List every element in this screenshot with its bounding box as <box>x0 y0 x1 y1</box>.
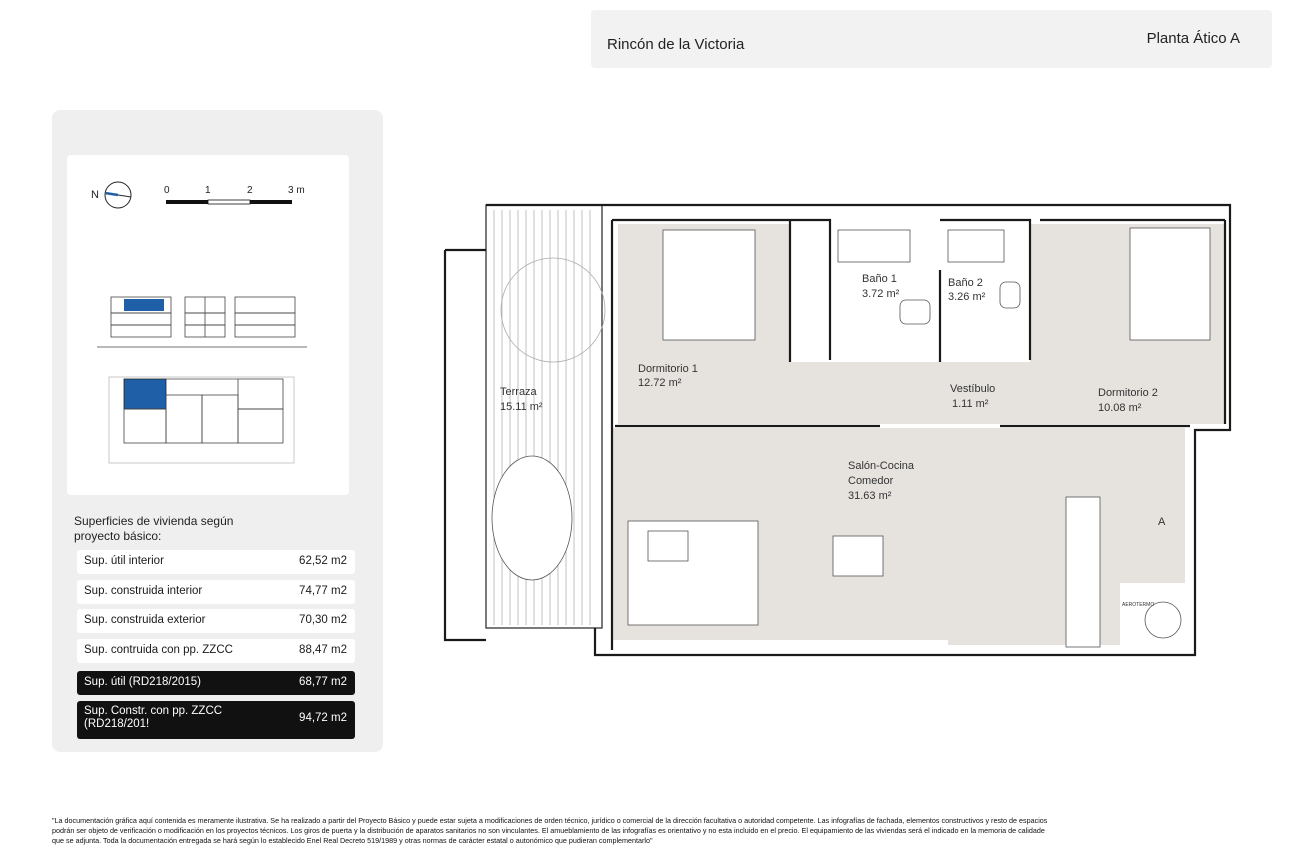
room-name-dormitorio-1: Dormitorio 1 <box>638 363 698 375</box>
room-name-salon-cocina: Salón-Cocina <box>848 460 915 472</box>
surface-value: 94,72 m2 <box>299 712 347 724</box>
surface-value: 74,77 m2 <box>299 585 347 597</box>
room-name-vestibulo: Vestíbulo <box>950 383 996 395</box>
scale-tick: 0 <box>164 185 170 196</box>
room-name-bano-1: Baño 1 <box>862 273 897 285</box>
room-name-bano-2: Baño 2 <box>948 277 983 289</box>
disclaimer-line: que se adjunta. Toda la documentación entregada se hará según lo establecido Enel Real Decreto 519/1989 y otras normas de carácter estatal o autonómico que pudieran complementarlo" <box>52 836 653 845</box>
legal-disclaimer <box>52 816 1262 846</box>
project-name: Rincón de la Victoria <box>607 36 745 53</box>
surfaces-title: Superficies de vivienda según proyecto básico: <box>74 514 234 543</box>
surface-value: 68,77 m2 <box>299 676 347 688</box>
equipment-label: AEROTERMO <box>1122 602 1155 608</box>
room-area-bano-2: 3.26 m² <box>948 291 986 303</box>
room-area-dormitorio-1: 12.72 m² <box>638 377 682 389</box>
surface-label: Sup. construida exterior <box>84 614 206 626</box>
room-area-bano-1: 3.72 m² <box>862 288 900 300</box>
surface-label: Sup. contruida con pp. ZZCC <box>84 644 233 656</box>
surface-label: Sup. útil (RD218/2015) <box>84 676 201 688</box>
surface-label: Sup. Constr. con pp. ZZCC (RD218/201! <box>84 705 223 730</box>
compass-north-label: N <box>91 189 99 201</box>
room-name-comedor: Comedor <box>848 475 894 487</box>
surface-label: Sup. útil interior <box>84 555 164 567</box>
surface-label: Sup. construida interior <box>84 585 203 597</box>
surface-value: 70,30 m2 <box>299 614 347 626</box>
disclaimer-line: podrán ser objeto de verificación o modificación en los proyectos técnicos. Los giros de puerta y la distribución de aparatos sanitarios no son vinculantes. El amueblamiento de las infografías es orientativo y no esta incluido en el precio. El equipamiento de las viviendas será el indicado en la memoria de calidade <box>52 826 1045 835</box>
room-name-terraza: Terraza <box>500 386 537 398</box>
scale-tick: 1 <box>205 185 211 196</box>
surface-value: 88,47 m2 <box>299 644 347 656</box>
room-name-dormitorio-2: Dormitorio 2 <box>1098 387 1158 399</box>
room-area-salon: 31.63 m² <box>848 490 892 502</box>
scale-tick: 2 <box>247 185 253 196</box>
scale-tick: 3 m <box>288 185 305 196</box>
plan-name: Planta Ático A <box>1146 30 1240 47</box>
room-area-terraza: 15.11 m² <box>500 401 543 413</box>
surface-value: 62,52 m2 <box>299 555 347 567</box>
room-area-dormitorio-2: 10.08 m² <box>1098 402 1142 414</box>
room-area-vestibulo: 1.11 m² <box>952 398 989 410</box>
disclaimer-line: "La documentación gráfica aquí contenida es meramente ilustrativa. Se ha realizado a partir del Proyecto Básico y puede estar sujeta a modificaciones de orden técnico, jurídico o comercial de la dirección facultativa o autoridad competente. Las infografías de fachada, elementos constructivos y resto de espacios <box>52 816 1048 825</box>
entrance-label: A <box>1158 516 1166 528</box>
